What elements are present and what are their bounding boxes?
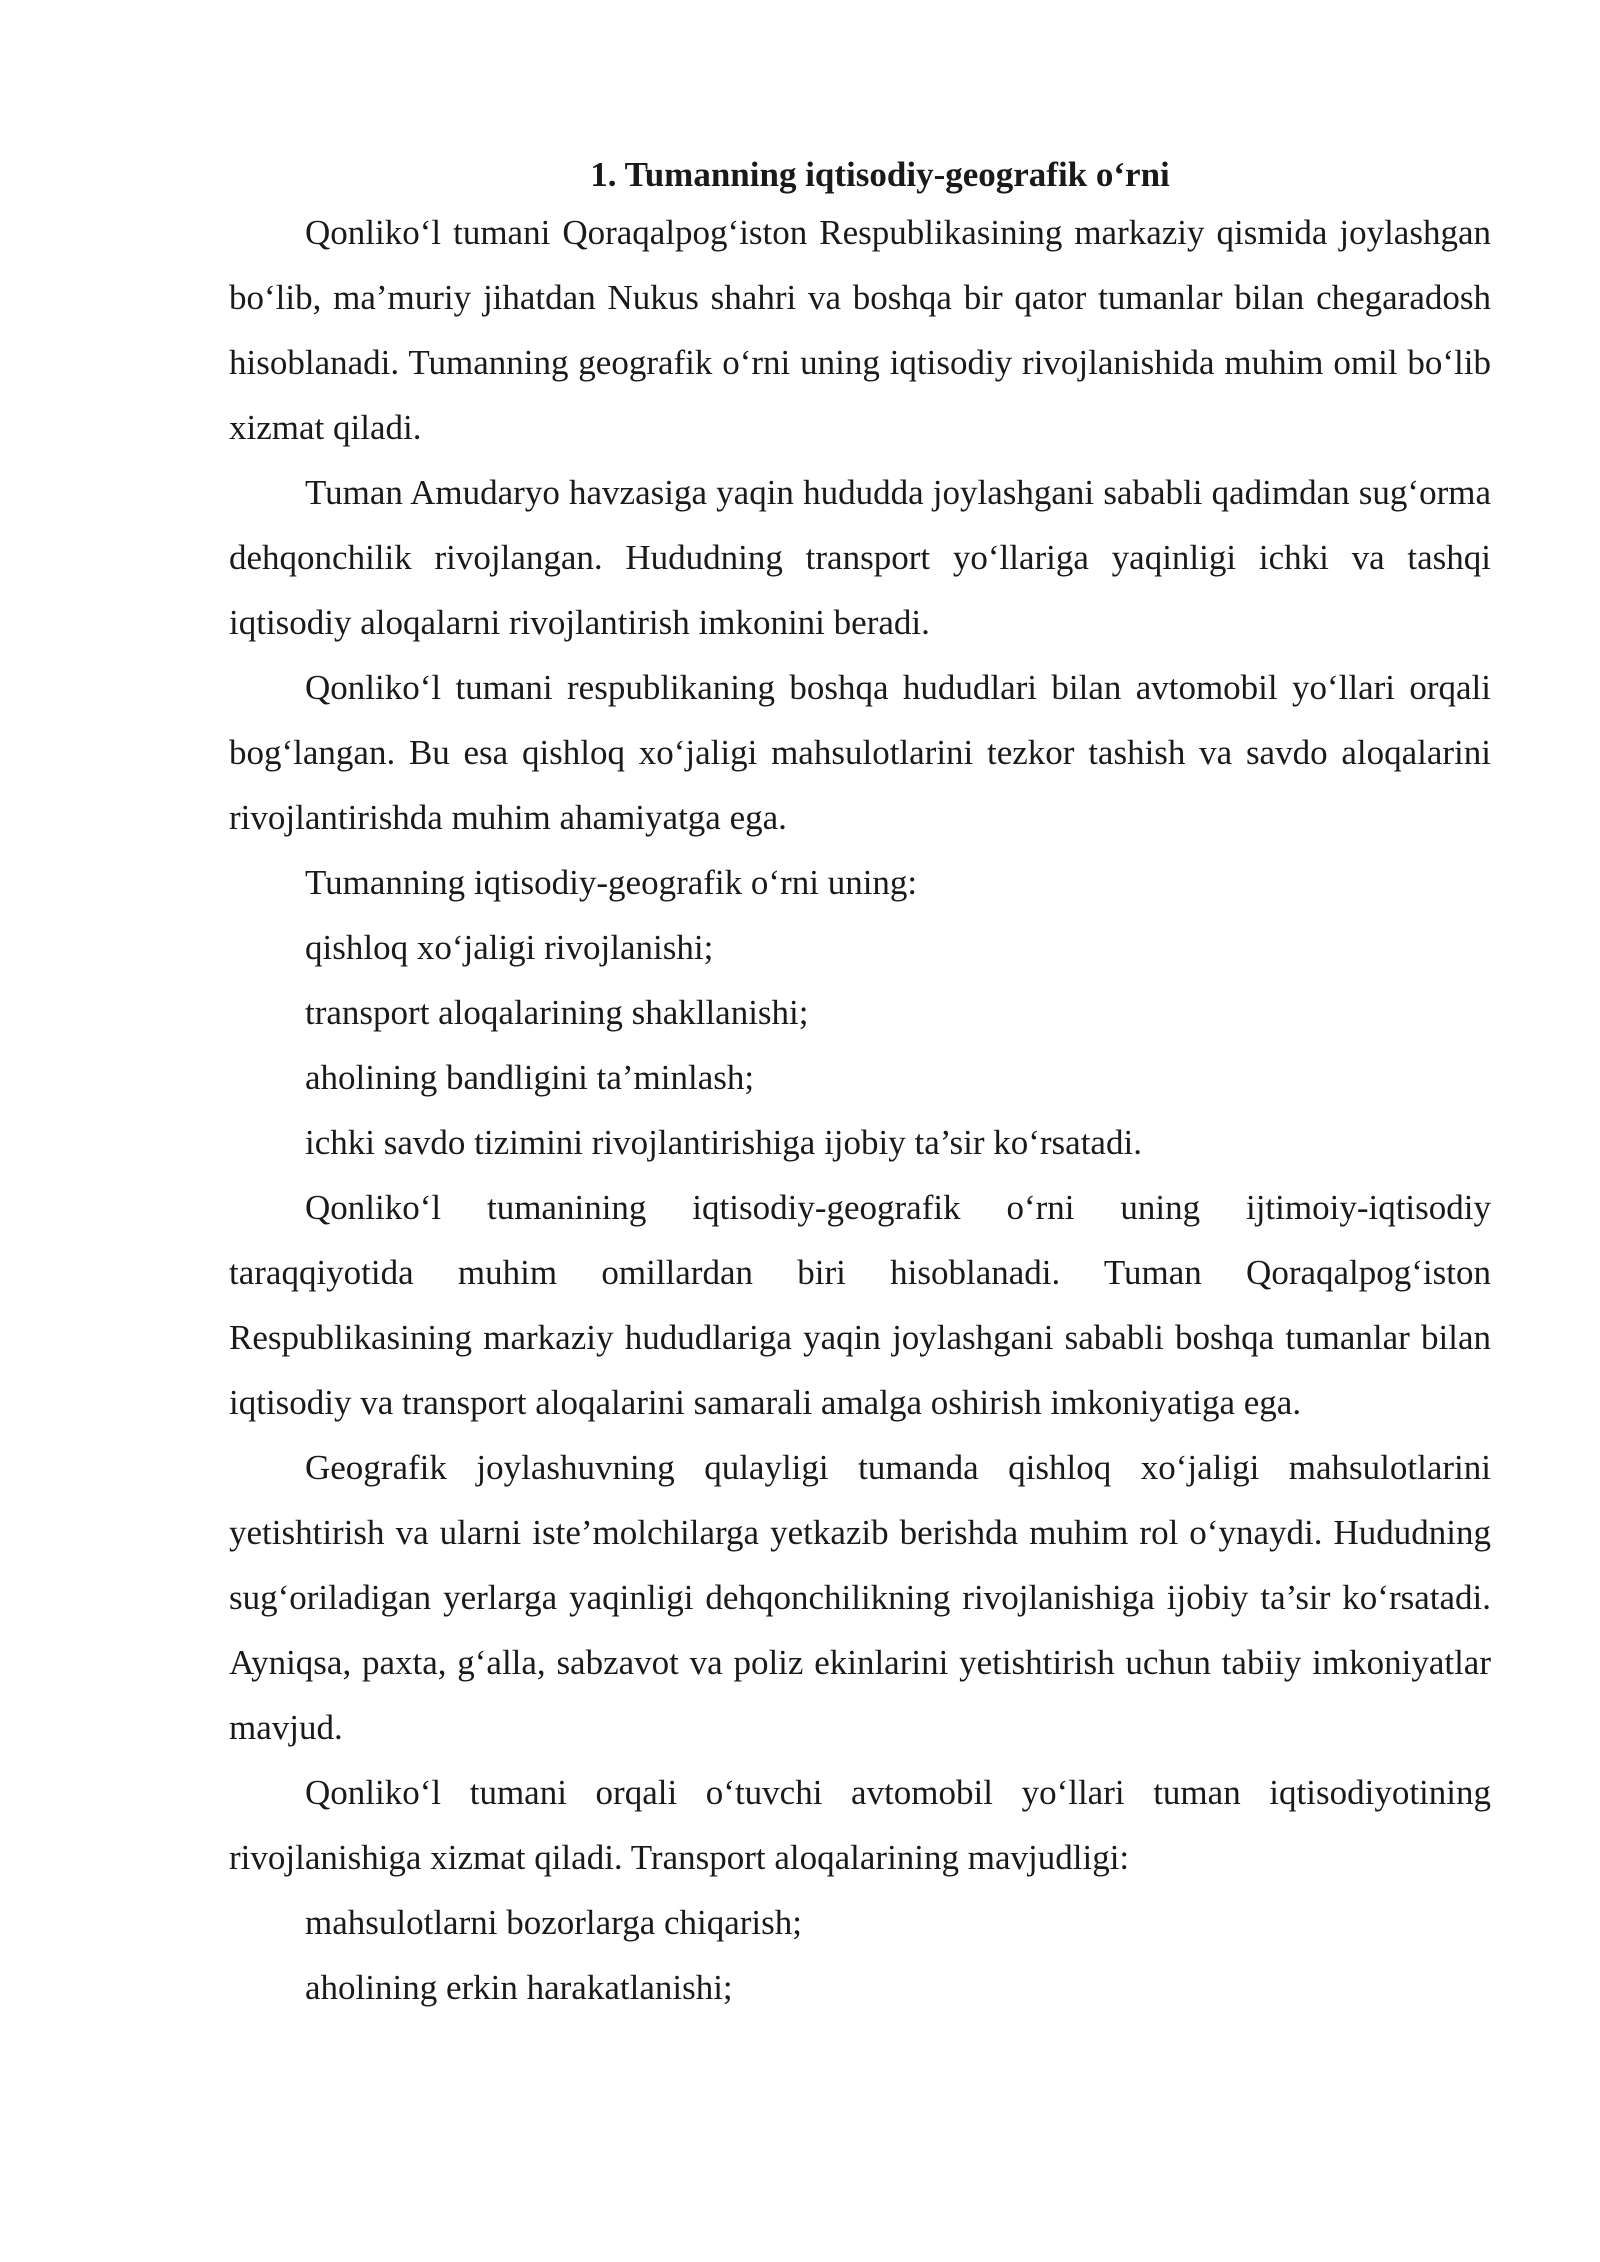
paragraph: Qonliko‘l tumani Qoraqalpog‘iston Respublikasining markaziy qismida joylashgan bo‘lib, ma’muriy jihatdan Nukus shahri va boshqa bir qator tumanlar bilan chegaradosh hisoblanadi. Tumanning geografik o‘rni uning iqtisodiy rivojlanishida muhim omil bo‘lib xizmat qiladi. bbox=[229, 213, 1491, 447]
paragraph: Qonliko‘l tumani orqali o‘tuvchi avtomobil yo‘llari tuman iqtisodiyotining rivojlanishiga xizmat qiladi. Transport aloqalarining mavjudligi: bbox=[229, 1773, 1491, 1877]
section-title: 1. Tumanning iqtisodiy-geografik o‘rni bbox=[590, 155, 1170, 194]
list-item: transport aloqalarining shakllanishi; bbox=[305, 993, 809, 1032]
paragraph: Geografik joylashuvning qulayligi tumanda qishloq xo‘jaligi mahsulotlarini yetishtirish va ularni iste’molchilarga yetkazib berishda muhim rol o‘ynaydi. Hududning sug‘oriladigan yerlarga yaqinligi dehqonchilikning rivojlanishiga ijobiy ta’sir ko‘rsatadi. Ayniqsa, paxta, g‘alla, sabzavot va poliz ekinlarini yetishtirish uchun tabiiy imkoniyatlar mavjud. bbox=[229, 1448, 1491, 1747]
paragraph: Qonliko‘l tumanining iqtisodiy-geografik o‘rni uning ijtimoiy-iqtisodiy taraqqiyotida muhim omillardan biri hisoblanadi. Tuman Qoraqalpog‘iston Respublikasining markaziy hududlariga yaqin joylashgani sababli boshqa tumanlar bilan iqtisodiy va transport aloqalarini samarali amalga oshirish imkoniyatiga ega. bbox=[229, 1188, 1491, 1422]
paragraph: Tuman Amudaryo havzasiga yaqin hududda joylashgani sababli qadimdan sug‘orma dehqonchilik rivojlangan. Hududning transport yo‘llariga yaqinligi ichki va tashqi iqtisodiy aloqalarni rivojlantirish imkonini beradi. bbox=[229, 473, 1491, 642]
list-item: qishloq xo‘jaligi rivojlanishi; bbox=[305, 928, 714, 967]
list-item: aholining erkin harakatlanishi; bbox=[305, 1968, 733, 2007]
paragraph: Qonliko‘l tumani respublikaning boshqa hududlari bilan avtomobil yo‘llari orqali bog‘langan. Bu esa qishloq xo‘jaligi mahsulotlarini tezkor tashish va savdo aloqalarini rivojlantirishda muhim ahamiyatga ega. bbox=[229, 668, 1491, 837]
document-page bbox=[229, 150, 1491, 2020]
list-item: mahsulotlarni bozorlarga chiqarish; bbox=[305, 1903, 802, 1942]
paragraph: Tumanning iqtisodiy-geografik o‘rni uning: bbox=[305, 863, 918, 902]
list-item: aholining bandligini ta’minlash; bbox=[305, 1058, 755, 1097]
list-item: ichki savdo tizimini rivojlantirishiga ijobiy ta’sir ko‘rsatadi. bbox=[305, 1123, 1142, 1162]
